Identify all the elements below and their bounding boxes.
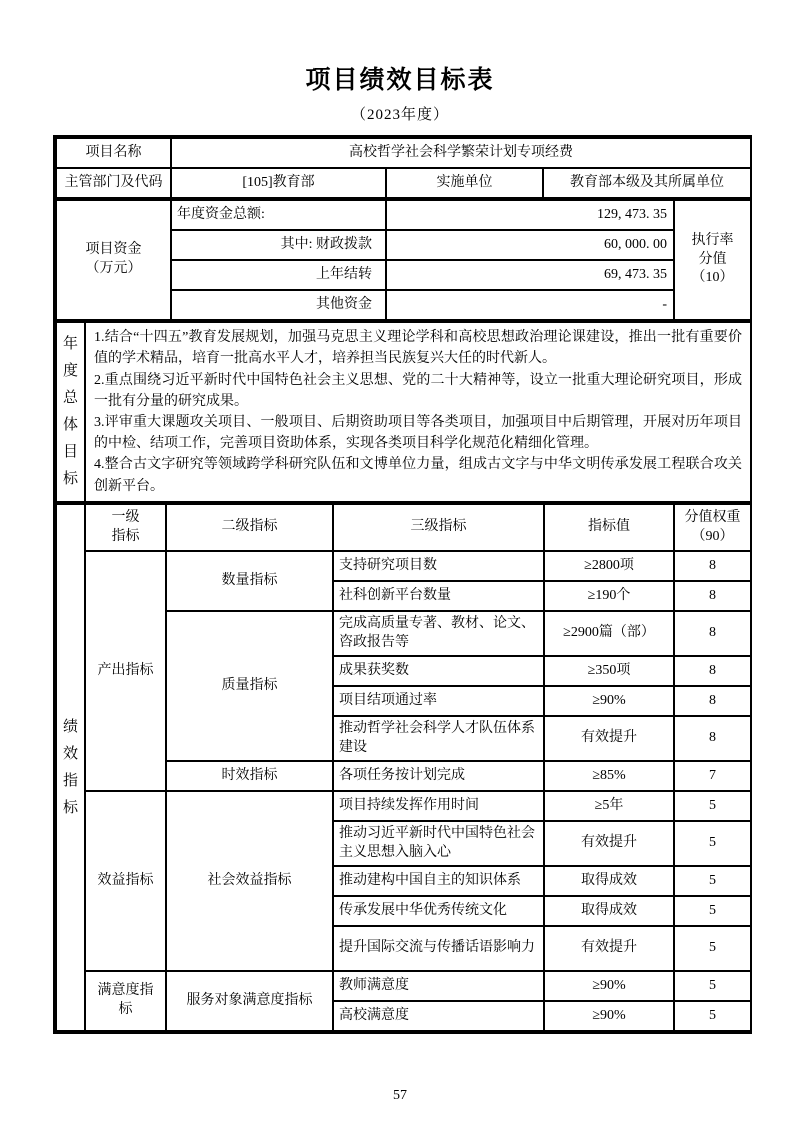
indicator-value: ≥90%	[544, 1001, 674, 1031]
funding-total-value: 129, 473. 35	[386, 200, 674, 230]
indicator-value: 取得成效	[544, 896, 674, 926]
indicator-value: 取得成效	[544, 866, 674, 896]
funding-table	[55, 199, 752, 321]
indicator-value: ≥190个	[544, 581, 674, 611]
level3-label: 成果获奖数	[333, 656, 544, 686]
indicator-row	[56, 791, 751, 821]
level2-quantity: 数量指标	[166, 551, 333, 611]
level2-timeliness: 时效指标	[166, 761, 333, 791]
level3-label: 支持研究项目数	[333, 551, 544, 581]
project-name-label: 项目名称	[56, 138, 171, 168]
funding-carryover-value: 69, 473. 35	[386, 260, 674, 290]
level3-label: 项目结项通过率	[333, 686, 544, 716]
annual-goal-row	[56, 322, 751, 502]
level2-quality: 质量指标	[166, 611, 333, 761]
annual-goal-side-label-cell	[56, 322, 85, 502]
indicators-side-label: 绩效指标	[62, 718, 78, 816]
implementing-unit-value: 教育部本级及其所属单位	[543, 168, 751, 198]
indicator-weight: 5	[674, 1001, 751, 1031]
header-weight-line2: （90）	[691, 528, 734, 544]
indicators-table	[55, 503, 752, 1032]
annual-goal-item-3: 3.评审重大课题攻关项目、一般项目、后期资助项目等各类项目，加强项目中后期管理，开展对历年项目的中检、结项工作，完善项目资助体系，实现各类项目科学化规范化精细化管理。	[94, 415, 742, 452]
implementing-unit-label: 实施单位	[386, 168, 543, 198]
page-number: 57	[393, 1088, 407, 1103]
department-value: [105]教育部	[171, 168, 386, 198]
level3-label: 推动哲学社会科学人才队伍体系建设	[333, 716, 544, 761]
funding-other-value: -	[386, 290, 674, 320]
annual-goal-item-2: 2.重点围绕习近平新时代中国特色社会主义思想、党的二十大精神等，设立一批重大理论研究项目，形成一批有分量的研究成果。	[94, 372, 742, 409]
header-level2: 二级指标	[166, 504, 333, 551]
header-weight-line1: 分值权重	[684, 509, 741, 525]
indicator-value: ≥90%	[544, 971, 674, 1001]
indicator-weight: 8	[674, 611, 751, 656]
info-table	[55, 137, 752, 199]
indicator-row	[56, 551, 751, 581]
indicator-weight: 8	[674, 716, 751, 761]
indicator-weight: 5	[674, 971, 751, 1001]
funding-label	[56, 200, 171, 320]
level3-label: 各项任务按计划完成	[333, 761, 544, 791]
funding-row-total	[56, 200, 751, 230]
indicator-value: ≥350项	[544, 656, 674, 686]
level1-output: 产出指标	[85, 551, 166, 791]
indicators-header-row	[56, 504, 751, 551]
funding-carryover-label: 上年结转	[171, 260, 386, 290]
performance-target-table	[53, 135, 752, 1034]
indicator-weight: 5	[674, 791, 751, 821]
indicator-row	[56, 971, 751, 1001]
funding-label-line1: 项目资金	[85, 242, 142, 258]
department-row	[56, 168, 751, 198]
indicator-weight: 5	[674, 821, 751, 866]
document-subtitle: （2023年度）	[350, 107, 449, 123]
indicator-weight: 8	[674, 656, 751, 686]
header-level3: 三级指标	[333, 504, 544, 551]
level3-label: 社科创新平台数量	[333, 581, 544, 611]
funding-other-label: 其他资金	[171, 290, 386, 320]
execution-rate-line3: （10）	[691, 270, 734, 286]
indicators-side-label-cell	[56, 504, 85, 1031]
header-indicator-value: 指标值	[544, 504, 674, 551]
funding-label-line2: （万元）	[85, 261, 142, 276]
execution-rate-line1: 执行率	[691, 232, 734, 248]
indicator-value: 有效提升	[544, 926, 674, 971]
annual-goal-item-4: 4.整合古文字研究等领域跨学科研究队伍和文博单位力量，组成古文字与中华文明传承发展工程联合攻关创新平台。	[94, 457, 742, 494]
project-name-row	[56, 138, 751, 168]
indicator-value: ≥2800项	[544, 551, 674, 581]
indicator-value: ≥5年	[544, 791, 674, 821]
annual-goal-side-label: 年度总体目标	[62, 336, 78, 487]
level3-label: 提升国际交流与传播话语影响力	[333, 926, 544, 971]
indicator-value: ≥85%	[544, 761, 674, 791]
execution-rate-score	[674, 200, 751, 320]
funding-total-label: 年度资金总额:	[171, 200, 386, 230]
level3-label: 完成高质量专著、教材、论文、咨政报告等	[333, 611, 544, 656]
level3-label: 推动建构中国自主的知识体系	[333, 866, 544, 896]
header-level1-line2: 指标	[111, 528, 140, 544]
level3-label: 推动习近平新时代中国特色社会主义思想入脑入心	[333, 821, 544, 866]
indicator-weight: 5	[674, 926, 751, 971]
project-name-value: 高校哲学社会科学繁荣计划专项经费	[171, 138, 751, 168]
level3-label: 传承发展中华优秀传统文化	[333, 896, 544, 926]
funding-fiscal-label: 其中: 财政拨款	[171, 230, 386, 260]
department-label: 主管部门及代码	[56, 168, 171, 198]
annual-goal-content	[85, 322, 751, 502]
indicator-weight: 7	[674, 761, 751, 791]
indicator-value: ≥90%	[544, 686, 674, 716]
indicator-value: 有效提升	[544, 821, 674, 866]
annual-goal-item-1: 1.结合“十四五”教育发展规划，加强马克思主义理论学科和高校思想政治理论课建设，推出一批有重要价值的学术精品，培育一批高水平人才，培养担当民族复兴大任的时代新人。	[94, 330, 742, 367]
header-level1	[85, 504, 166, 551]
indicator-weight: 8	[674, 686, 751, 716]
indicator-value: 有效提升	[544, 716, 674, 761]
header-level1-line1: 一级	[111, 509, 140, 525]
indicator-weight: 5	[674, 866, 751, 896]
indicator-weight: 5	[674, 896, 751, 926]
funding-fiscal-value: 60, 000. 00	[386, 230, 674, 260]
indicator-value: ≥2900篇（部）	[544, 611, 674, 656]
document-title: 项目绩效目标表	[305, 66, 495, 94]
level2-service: 服务对象满意度指标	[166, 971, 333, 1031]
level3-label: 项目持续发挥作用时间	[333, 791, 544, 821]
indicator-weight: 8	[674, 581, 751, 611]
indicator-weight: 8	[674, 551, 751, 581]
level3-label: 教师满意度	[333, 971, 544, 1001]
header-weight	[674, 504, 751, 551]
level1-satisfaction: 满意度指标	[85, 971, 166, 1031]
level3-label: 高校满意度	[333, 1001, 544, 1031]
level2-social: 社会效益指标	[166, 791, 333, 971]
annual-goal-table	[55, 321, 752, 503]
execution-rate-line2: 分值	[698, 251, 727, 267]
level1-benefit: 效益指标	[85, 791, 166, 971]
